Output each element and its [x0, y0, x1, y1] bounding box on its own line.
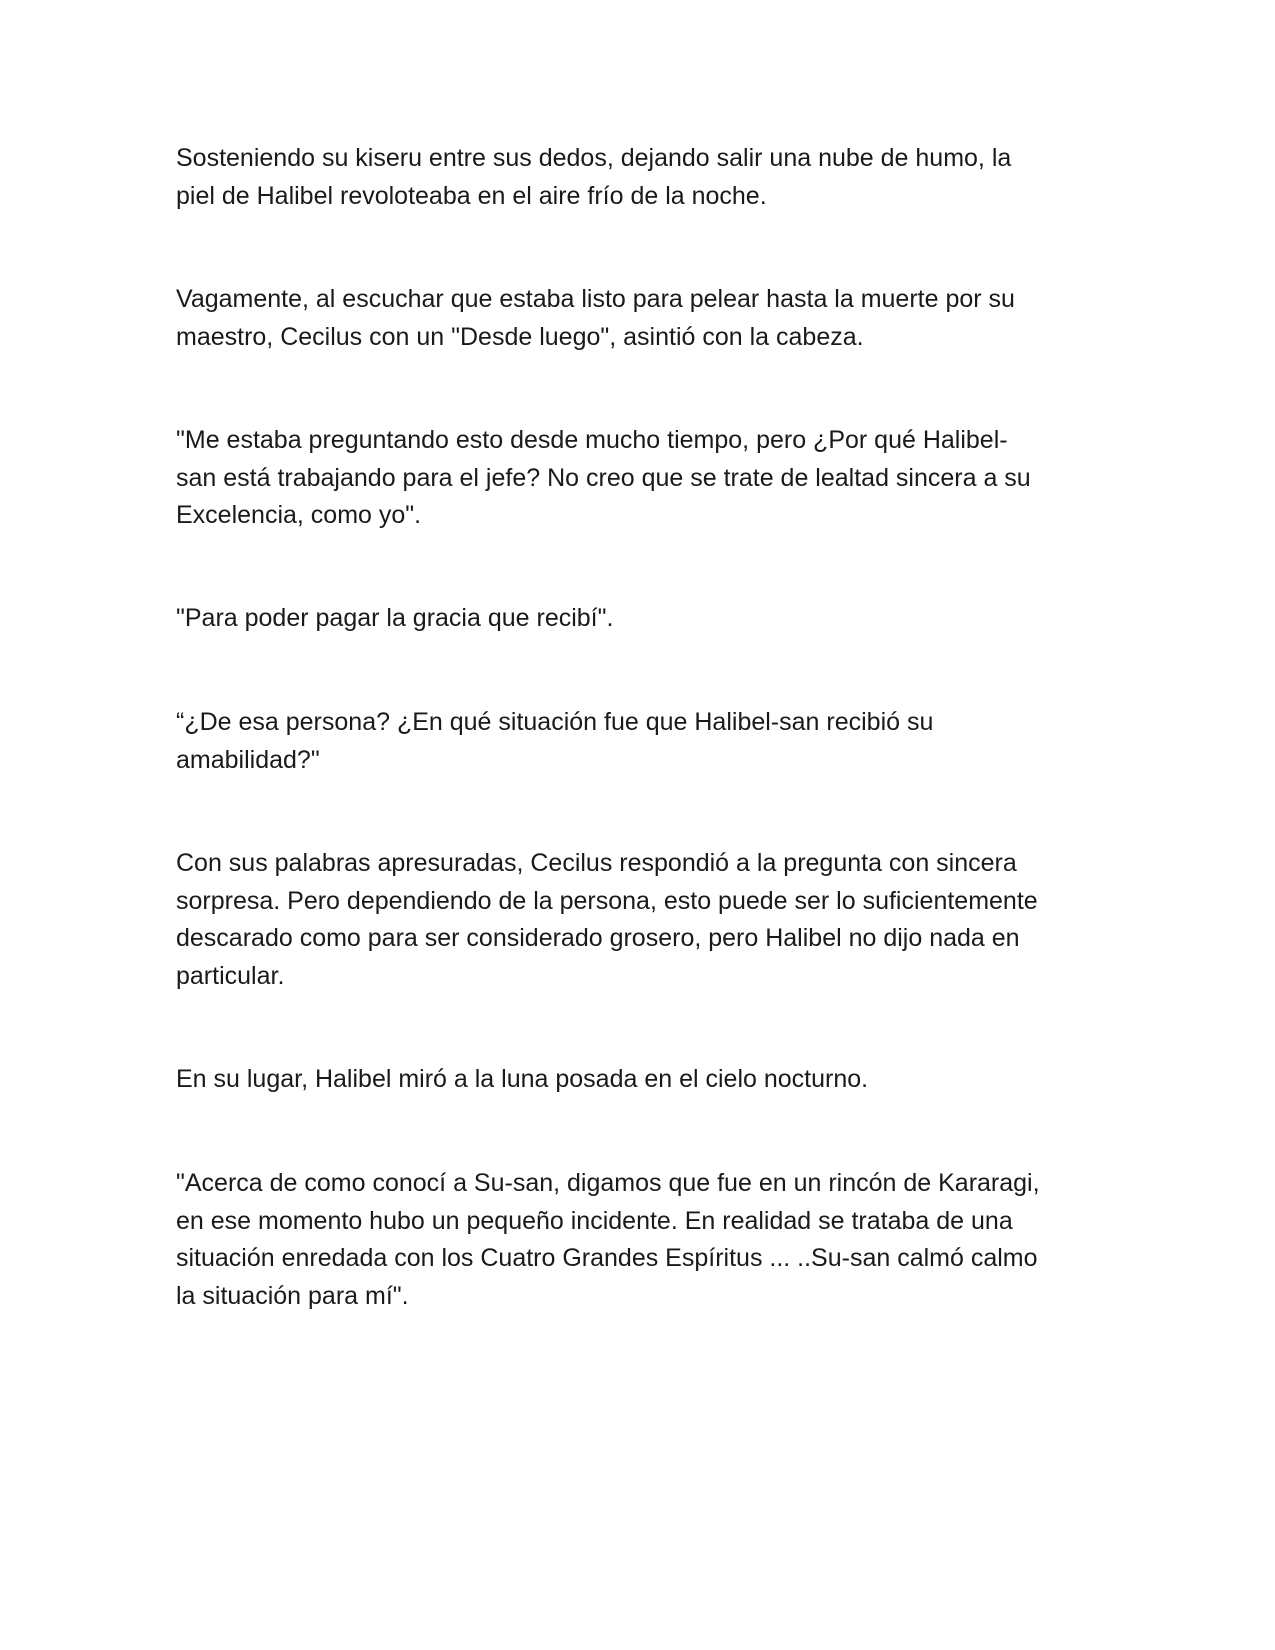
paragraph-1	[176, 140, 1106, 215]
paragraph-line: Excelencia, como yo".	[176, 501, 422, 529]
paragraph-line: en ese momento hubo un pequeño incidente. En realidad se trataba de una	[176, 1206, 1013, 1235]
paragraph-line: Sosteniendo su kiseru entre sus dedos, dejando salir una nube de humo, la	[176, 144, 1012, 172]
paragraph-6	[176, 845, 1106, 995]
paragraph-2	[176, 281, 1106, 356]
paragraph-4	[176, 600, 1106, 638]
paragraph-line: "Acerca de como conocí a Su-san, digamos que fue en un rincón de Kararagi,	[176, 1169, 1040, 1197]
paragraph-line: maestro, Cecilus con un "Desde luego", asintió con la cabeza.	[176, 322, 864, 351]
paragraph-line: "Para poder pagar la gracia que recibí".	[176, 604, 614, 632]
paragraph-line: san está trabajando para el jefe? No creo que se trate de lealtad sincera a su	[176, 463, 1031, 492]
paragraph-line: "Me estaba preguntando esto desde mucho tiempo, pero ¿Por qué Halibel-	[176, 426, 1008, 454]
paragraph-8	[176, 1165, 1106, 1315]
paragraph-line: Con sus palabras apresuradas, Cecilus respondió a la pregunta con sincera	[176, 849, 1017, 877]
paragraph-line: En su lugar, Halibel miró a la luna posada en el cielo nocturno.	[176, 1065, 869, 1093]
paragraph-line: Vagamente, al escuchar que estaba listo para pelear hasta la muerte por su	[176, 285, 1015, 313]
paragraph-line: amabilidad?"	[176, 745, 320, 774]
paragraph-line: particular.	[176, 961, 285, 990]
paragraph-line: sorpresa. Pero dependiendo de la persona, esto puede ser lo suficientemente	[176, 886, 1038, 915]
paragraph-3	[176, 422, 1106, 535]
paragraph-line: situación enredada con los Cuatro Grandes Espíritus ... ..Su-san calmó calmo	[176, 1244, 1038, 1272]
paragraph-line: la situación para mí".	[176, 1281, 409, 1310]
paragraph-line: piel de Halibel revoloteaba en el aire frío de la noche.	[176, 181, 767, 210]
paragraph-5	[176, 704, 1106, 779]
paragraph-line: descarado como para ser considerado grosero, pero Halibel no dijo nada en	[176, 924, 1020, 952]
paragraph-line: “¿De esa persona? ¿En qué situación fue que Halibel-san recibió su	[176, 708, 934, 736]
paragraph-7	[176, 1061, 1106, 1099]
